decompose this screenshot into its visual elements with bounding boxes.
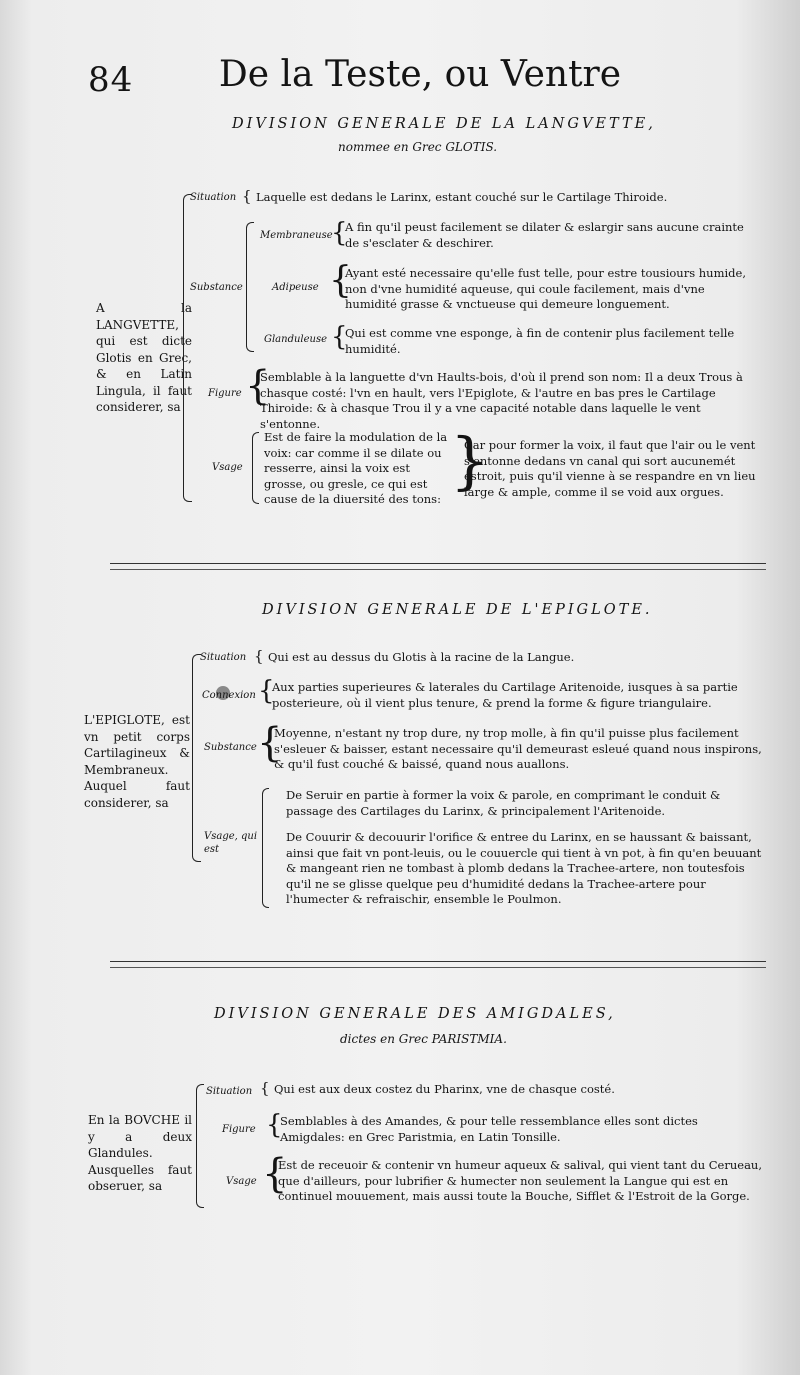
- s3-figure-label: Figure: [222, 1124, 256, 1135]
- s2-situation-brace: {: [254, 647, 264, 665]
- s3-figure-brace: {: [266, 1110, 283, 1140]
- section-divider-1: [110, 563, 766, 564]
- s2-usage-b: De Couurir & decouurir l'orifice & entree du Larinx, en se haussant & baissant, ainsi que fait vn pont-leuis, ou le couuercle qui tient à vn pot, à fin qu'en beuuant & mangeant rien ne tombast à plomb dedans la Trachee-artere, non toutesfois qu'il ne se glisse quelque peu d'humidité dedans la Trachee-artere pour l'humecter & refraischir, ensemble le Poulmon.: [286, 830, 762, 906]
- s1-adipeuse-brace: {: [329, 260, 352, 301]
- s2-usage-brace: [262, 788, 269, 908]
- s1-glanduleuse-brace: {: [331, 322, 348, 352]
- section3-intro: En la BOVCHE il y a deux Glandules. Ausquelles faut obseruer, sa: [88, 1113, 192, 1193]
- section2-title: DIVISION GENERALE DE L'EPIGLOTE.: [262, 602, 653, 618]
- page-number: 84: [88, 60, 134, 100]
- s1-glanduleuse-label: Glanduleuse: [264, 334, 328, 345]
- section3-main-brace: [196, 1084, 204, 1208]
- s3-figure-text: Semblables à des Amandes, & pour telle ressemblance elles sont dictes Amigdales: en Grec Paristmia, en Latin Tonsille.: [280, 1114, 698, 1144]
- s1-adipeuse-label: Adipeuse: [272, 282, 319, 293]
- s1-glanduleuse-text: Qui est comme vne esponge, à fin de contenir plus facilement telle humidité.: [345, 326, 735, 356]
- section3-title: DIVISION GENERALE DES AMIGDALES,: [214, 1006, 616, 1022]
- section3-subtitle: dictes en Grec PARISTMIA.: [340, 1032, 507, 1046]
- s1-usage-brace: [252, 432, 259, 504]
- s1-usage-label: Vsage: [212, 462, 243, 473]
- section1-intro: A la LANGVETTE, qui est dicte Glotis en Grec, & en Latin Lingula, il faut considerer, sa: [96, 301, 192, 414]
- s1-figure-label: Figure: [208, 388, 242, 399]
- running-header: De la Teste, ou Ventre: [218, 54, 622, 95]
- s2-connexion-label: Connexion: [202, 690, 256, 701]
- s2-situation-label: Situation: [200, 652, 247, 663]
- s1-membraneuse-brace: {: [331, 218, 348, 248]
- s1-adipeuse-text: Ayant esté necessaire qu'elle fust telle, pour estre tousiours humide, non d'vne humidité aqueuse, qui coule facilement, mais d'vne humidité grasse & vnctueuse qui demeure longuement.: [345, 266, 746, 311]
- s3-usage-brace: {: [262, 1151, 288, 1197]
- s1-figure-brace: {: [245, 363, 271, 409]
- s3-usage-label: Vsage: [226, 1176, 257, 1187]
- section1-main-brace: [183, 194, 192, 502]
- s3-situation-text: Qui est aux deux costez du Pharinx, vne de chasque costé.: [274, 1082, 615, 1096]
- s1-usage-text: Est de faire la modulation de la voix: car comme il se dilate ou resserre, ainsi la voix est grosse, ou gresle, ce qui est cause de la diuersité des tons:: [264, 430, 448, 506]
- section2-main-brace: [192, 654, 201, 862]
- section-divider-2b: [110, 967, 766, 968]
- s2-usage-a: De Seruir en partie à former la voix & parole, en comprimant le conduit & passage des Cartilages du Larinx, & principalement l'Aritenoide.: [286, 788, 721, 818]
- s3-situation-label: Situation: [206, 1086, 253, 1097]
- s1-situation-text: Laquelle est dedans le Larinx, estant couché sur le Cartilage Thiroide.: [256, 190, 668, 204]
- s2-usage-label: Vsage, qui est: [204, 831, 258, 855]
- section-divider-1b: [110, 569, 766, 570]
- s1-situation-brace: {: [242, 187, 252, 205]
- s2-situation-text: Qui est au dessus du Glotis à la racine de la Langue.: [268, 650, 575, 664]
- section1-title: DIVISION GENERALE DE LA LANGVETTE,: [232, 116, 656, 132]
- s3-usage-text: Est de receuoir & contenir vn humeur aqueux & salival, qui vient tant du Cerueau, que d'ailleurs, pour lubrifier & humecter non seulement la Langue qui est en continuel mouuement, mais aussi toute la Bouche, Sifflet & l'Estroit de la Gorge.: [278, 1158, 762, 1203]
- s1-situation-label: Situation: [190, 192, 237, 203]
- s2-substance-label: Substance: [204, 742, 257, 753]
- s2-substance-brace: {: [257, 720, 283, 766]
- s1-membraneuse-label: Membraneuse: [260, 230, 333, 241]
- s2-substance-text: Moyenne, n'estant ny trop dure, ny trop molle, à fin qu'il puisse plus facilement s'esleuer & baisser, estant necessaire qu'il demeurast esleué quand nous inspirons, & qu'il fust couché & baissé, quand nous auallons.: [274, 726, 762, 771]
- s2-connexion-text: Aux parties superieures & laterales du Cartilage Aritenoide, iusques à sa partie posterieure, où il vient plus tenure, & prend la forme & figure triangulaire.: [272, 680, 738, 710]
- s2-connexion-brace: {: [258, 676, 275, 706]
- s1-usage-note: Car pour former la voix, il faut que l'air ou le vent s'entonne dedans vn canal qui sort aucunemét estroit, puis qu'il vienne à se respandre en vn lieu large & ample, comme il se void aux orgues.: [464, 438, 756, 499]
- s3-situation-brace: {: [260, 1079, 270, 1097]
- section2-intro: L'EPIGLOTE, est vn petit corps Cartilagineux & Membraneux. Auquel faut considerer, sa: [84, 713, 190, 810]
- s1-usage-note-brace: }: [450, 424, 490, 497]
- section-divider-2: [110, 961, 766, 962]
- s1-substance-label: Substance: [190, 282, 243, 293]
- s1-figure-text: Semblable à la languette d'vn Haults-bois, d'où il prend son nom: Il a deux Trous à chasque costé: l'vn en hault, vers l'Epiglote, & l'autre en bas pres le Cartilage Thiroide: & à chasque Trou il y a vne capacité notable dans laquelle le vent s'entonne.: [260, 370, 743, 431]
- section1-subtitle: nommee en Grec GLOTIS.: [338, 140, 498, 154]
- s1-membraneuse-text: A fin qu'il peust facilement se dilater & eslargir sans aucune crainte de s'esclater & deschirer.: [345, 220, 744, 250]
- s1-substance-brace: [246, 222, 254, 352]
